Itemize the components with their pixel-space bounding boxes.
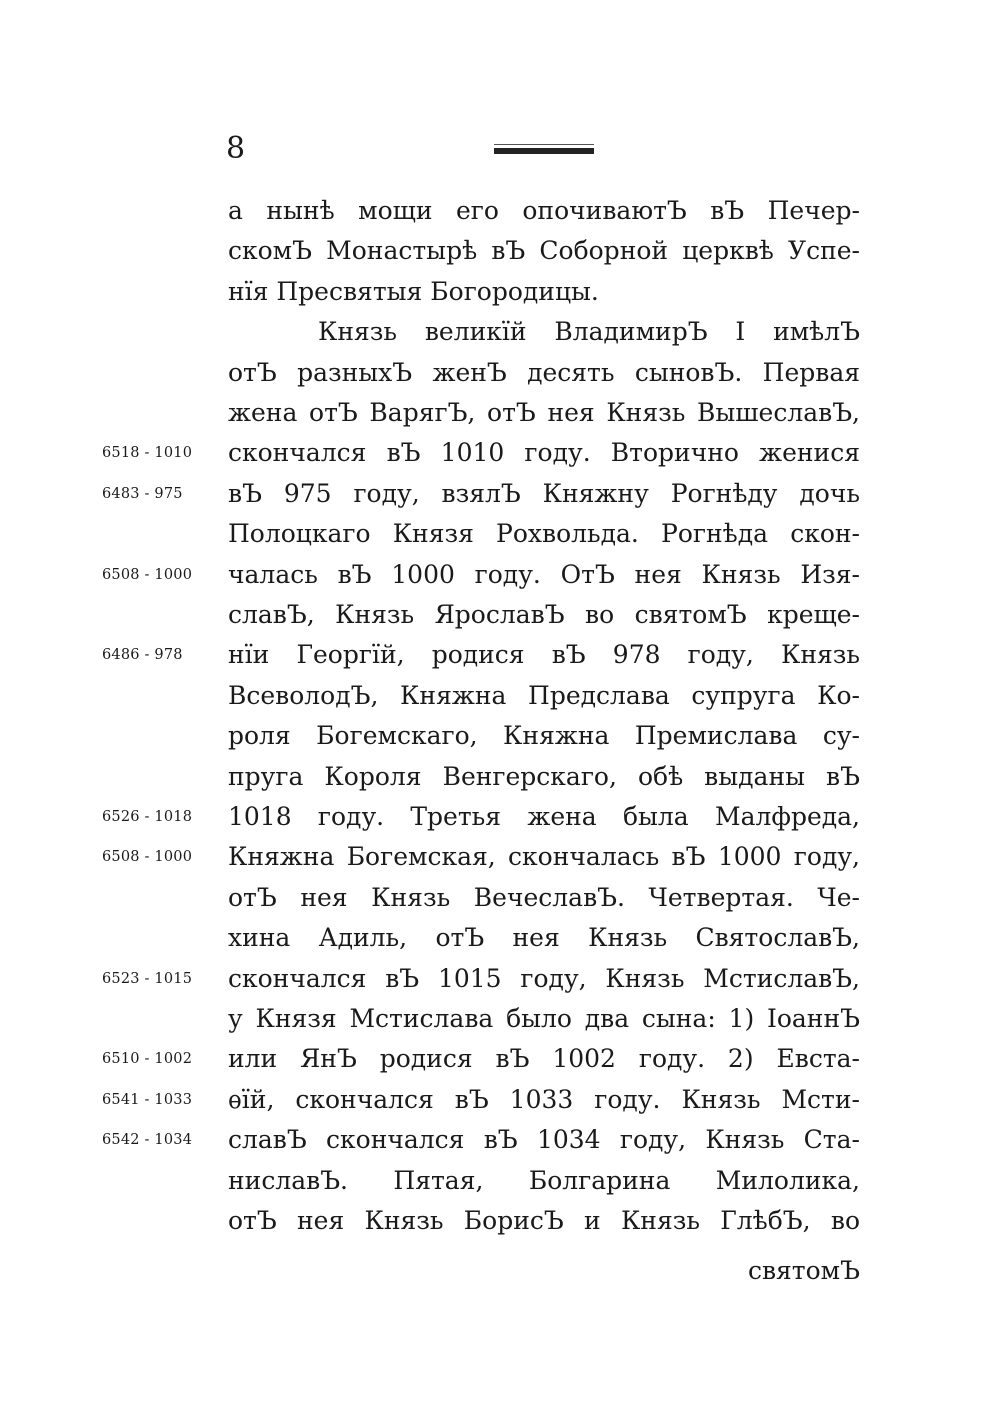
text-line: Князь великїй ВладимирЪ I имѣлЪ bbox=[318, 317, 860, 347]
text-line: скончался вЪ 1015 году, Князь МстиславЪ, bbox=[228, 963, 860, 993]
text-line: скончался вЪ 1010 году. Вторично женися bbox=[228, 438, 860, 468]
text-line: хина Адиль, отЪ нея Князь СвятославЪ, bbox=[228, 923, 860, 953]
margin-date-note: 6508 - 1000 bbox=[102, 566, 193, 583]
text-line: славЪ, Князь ЯрославЪ во святомЪ креще- bbox=[228, 600, 860, 629]
margin-date-note: 6541 - 1033 bbox=[102, 1091, 193, 1108]
catchword: святомЪ bbox=[747, 1256, 860, 1285]
text-line: отЪ нея Князь ВечеславЪ. Четвертая. Че- bbox=[228, 882, 860, 912]
text-line: отЪ нея Князь БорисЪ и Князь ГлѣбЪ, во bbox=[228, 1206, 860, 1235]
margin-date-note: 6486 - 978 bbox=[102, 647, 183, 664]
text-line: вЪ 975 году, взялЪ Княжну Рогнѣду дочь bbox=[228, 478, 860, 508]
text-line: жена отЪ ВарягЪ, отЪ нея Князь ВышеславЪ, bbox=[228, 398, 860, 427]
text-line: пруга Короля Венгерскаго, обѣ выданы вЪ bbox=[228, 761, 860, 791]
margin-date-note: 6510 - 1002 bbox=[102, 1051, 193, 1068]
page-number: 8 bbox=[226, 131, 246, 166]
text-line: или ЯнЪ родися вЪ 1002 году. 2) Евста- bbox=[228, 1044, 860, 1074]
text-line: чалась вЪ 1000 году. ОтЪ нея Князь Изя- bbox=[228, 559, 860, 589]
margin-date-note: 6523 - 1015 bbox=[102, 970, 193, 987]
header-ornament-rule bbox=[494, 148, 594, 154]
text-line: нїя Пресвятыя Богородицы. bbox=[228, 276, 599, 306]
text-line: Полоцкаго Князя Рохвольда. Рогнѣда скон- bbox=[228, 519, 860, 549]
margin-date-note: 6542 - 1034 bbox=[102, 1132, 193, 1149]
text-line: роля Богемскаго, Княжна Премислава су- bbox=[228, 721, 860, 751]
text-line: Княжна Богемская, скончалась вЪ 1000 году, bbox=[228, 842, 860, 872]
margin-date-note: 6508 - 1000 bbox=[102, 849, 193, 866]
margin-date-note: 6526 - 1018 bbox=[102, 809, 193, 825]
text-line: нїи Георгїй, родися вЪ 978 году, Князь bbox=[228, 640, 860, 670]
text-line: 1018 году. Третья жена была Малфреда, bbox=[228, 802, 860, 831]
text-line: у Князя Мстислава было два сына: 1) ІоаннЪ bbox=[228, 1004, 860, 1033]
text-line: ВсеволодЪ, Княжна Предслава супруга Ко- bbox=[228, 680, 860, 710]
text-line: скомЪ Монастырѣ вЪ Соборной церквѣ Успе- bbox=[228, 236, 860, 266]
text-line: а нынѣ мощи его опочиваютЪ вЪ Печер- bbox=[228, 196, 860, 225]
margin-date-note: 6518 - 1010 bbox=[102, 445, 193, 462]
text-line: ѳїй, скончался вЪ 1033 году. Князь Мсти- bbox=[228, 1084, 860, 1114]
text-line: ниславЪ. Пятая, Болгарина Милолика, bbox=[228, 1165, 860, 1195]
text-line: отЪ разныхЪ женЪ десять сыновЪ. Первая bbox=[228, 357, 860, 387]
text-line: славЪ скончался вЪ 1034 году, Князь Ста- bbox=[228, 1125, 860, 1155]
margin-date-note: 6483 - 975 bbox=[102, 485, 183, 502]
